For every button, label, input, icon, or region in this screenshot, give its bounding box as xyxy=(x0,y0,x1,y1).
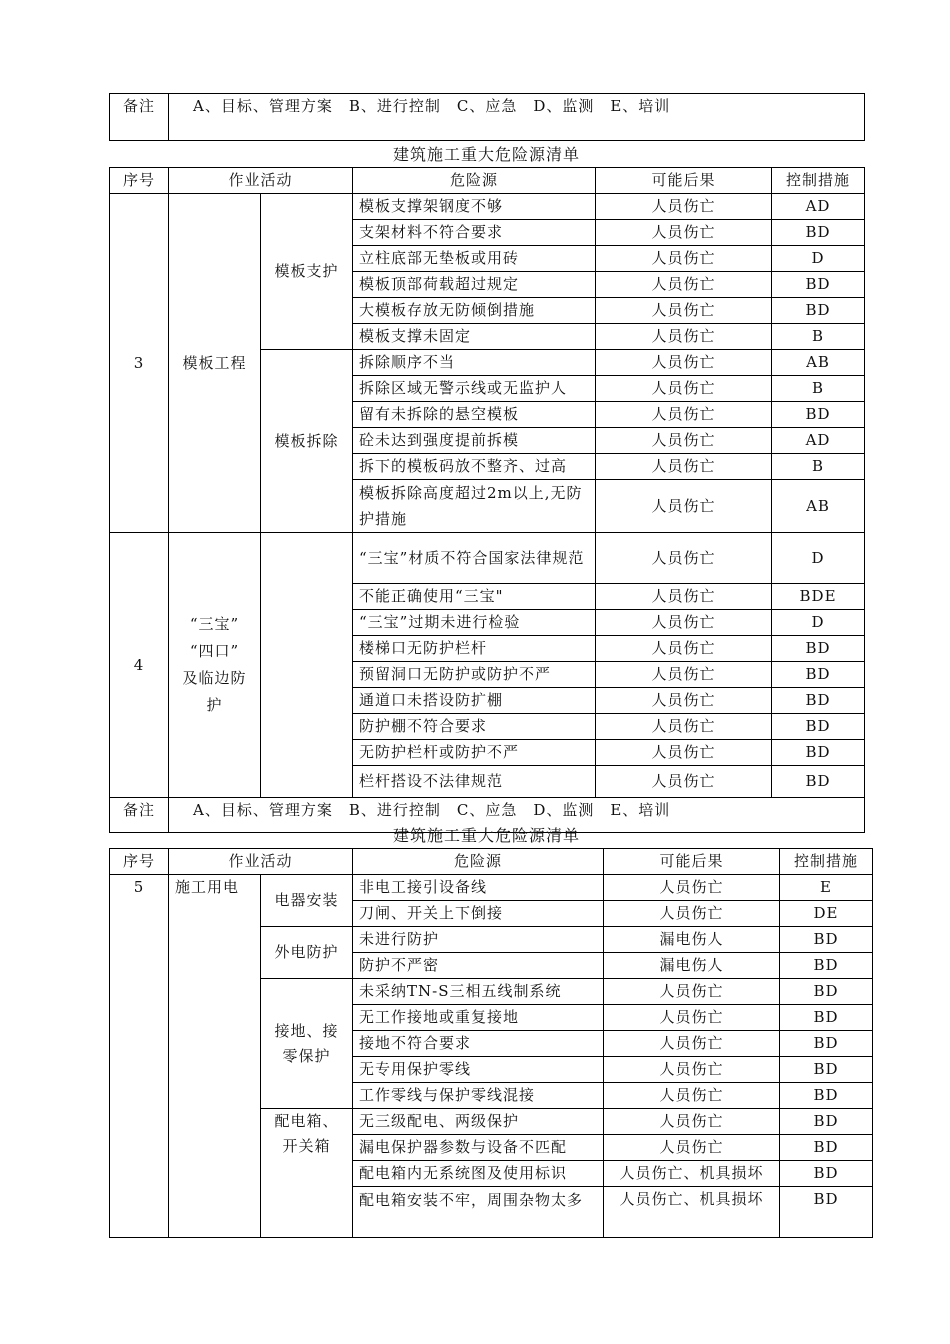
hazard-cell: 无工作接地或重复接地 xyxy=(353,1005,604,1031)
result-cell: 人员伤亡 xyxy=(596,324,772,350)
control-cell: B xyxy=(772,454,865,480)
hazard-cell: 拆下的模板码放不整齐、过高 xyxy=(353,454,596,480)
hazard-cell: 砼未达到强度提前拆模 xyxy=(353,428,596,454)
sub-activity-line: 配电箱、 xyxy=(274,1112,339,1130)
hazard-cell: 栏杆搭设不法律规范 xyxy=(353,766,596,798)
result-cell: 人员伤亡、机具损坏 xyxy=(604,1187,780,1238)
header-row xyxy=(110,849,873,875)
table-row xyxy=(110,875,873,901)
result-cell: 人员伤亡 xyxy=(596,272,772,298)
result-cell: 人员伤亡 xyxy=(596,428,772,454)
hazard-cell: 无三级配电、两级保护 xyxy=(353,1109,604,1135)
hazard-cell: 非电工接引设备线 xyxy=(353,875,604,901)
header-activity: 作业活动 xyxy=(169,849,353,875)
table-row xyxy=(110,194,865,220)
activity-line: “三宝” xyxy=(189,615,240,633)
note-table-top xyxy=(109,93,865,141)
result-cell: 人员伤亡 xyxy=(596,194,772,220)
result-cell: 人员伤亡 xyxy=(596,350,772,376)
hazard-cell: 模板拆除高度超过2m以上,无防护措施 xyxy=(353,480,596,533)
sub-activity-line: 开关箱 xyxy=(282,1137,331,1155)
header-control: 控制措施 xyxy=(780,849,873,875)
control-cell: BD xyxy=(780,953,873,979)
hazard-cell: 接地不符合要求 xyxy=(353,1031,604,1057)
sub-activity-cell: 外电防护 xyxy=(261,927,353,979)
hazard-cell: 漏电保护器参数与设备不匹配 xyxy=(353,1135,604,1161)
hazard-cell: 楼梯口无防护栏杆 xyxy=(353,636,596,662)
control-cell: BD xyxy=(772,272,865,298)
control-cell: BD xyxy=(780,927,873,953)
control-cell: AD xyxy=(772,194,865,220)
result-cell: 人员伤亡 xyxy=(596,662,772,688)
hazard-cell: 拆除区域无警示线或无监护人 xyxy=(353,376,596,402)
table-title-1: 建筑施工重大危险源清单 xyxy=(392,145,580,164)
hazard-cell: 模板支撑架钢度不够 xyxy=(353,194,596,220)
control-cell: B xyxy=(772,376,865,402)
row-no: 3 xyxy=(110,194,169,533)
sub-activity-cell xyxy=(261,533,353,798)
result-cell: 人员伤亡 xyxy=(596,533,772,584)
sub-activity-cell xyxy=(261,1109,353,1238)
control-cell: BD xyxy=(780,1083,873,1109)
result-cell: 人员伤亡 xyxy=(604,1005,780,1031)
result-cell: 人员伤亡 xyxy=(596,298,772,324)
hazard-cell: 支架材料不符合要求 xyxy=(353,220,596,246)
control-cell: D xyxy=(772,533,865,584)
control-cell: BD xyxy=(780,1057,873,1083)
activity-line: 护 xyxy=(206,696,223,714)
result-cell: 人员伤亡 xyxy=(596,220,772,246)
result-cell: 人员伤亡 xyxy=(604,979,780,1005)
control-cell: AB xyxy=(772,480,865,533)
hazard-cell: 刀闸、开关上下倒接 xyxy=(353,901,604,927)
control-cell: BD xyxy=(780,1135,873,1161)
control-cell: D xyxy=(772,610,865,636)
control-cell: BD xyxy=(772,402,865,428)
result-cell: 人员伤亡 xyxy=(604,1109,780,1135)
header-activity: 作业活动 xyxy=(169,168,353,194)
hazard-cell: 未进行防护 xyxy=(353,927,604,953)
hazard-cell: 拆除顺序不当 xyxy=(353,350,596,376)
control-cell: BD xyxy=(772,636,865,662)
control-cell: BD xyxy=(772,766,865,798)
result-cell: 人员伤亡 xyxy=(596,740,772,766)
activity-cell: 模板工程 xyxy=(169,194,261,533)
hazard-cell: 防护棚不符合要求 xyxy=(353,714,596,740)
hazard-cell: 模板支撑未固定 xyxy=(353,324,596,350)
sub-activity-line: 接地、接 xyxy=(274,1021,339,1040)
control-cell: BD xyxy=(780,1031,873,1057)
result-cell: 人员伤亡 xyxy=(604,1135,780,1161)
row-no: 5 xyxy=(110,875,169,1238)
result-cell: 人员伤亡、机具损坏 xyxy=(604,1161,780,1187)
hazard-cell: 未采纳TN-S三相五线制系统 xyxy=(353,979,604,1005)
activity-cell: 施工用电 xyxy=(169,875,261,1238)
control-cell: E xyxy=(780,875,873,901)
note-label: 备注 xyxy=(110,798,169,833)
result-cell: 人员伤亡 xyxy=(596,246,772,272)
sub-activity-cell: 模板拆除 xyxy=(261,350,353,533)
hazard-cell: “三宝”材质不符合国家法律规范 xyxy=(353,533,596,584)
hazard-cell: 留有未拆除的悬空模板 xyxy=(353,402,596,428)
hazard-cell: “三宝”过期未进行检验 xyxy=(353,610,596,636)
note-label: 备注 xyxy=(110,94,169,141)
note-text: A、目标、管理方案 B、进行控制 C、应急 D、监测 E、培训 xyxy=(169,94,865,141)
sub-activity-cell xyxy=(261,979,353,1109)
result-cell: 人员伤亡 xyxy=(596,688,772,714)
result-cell: 人员伤亡 xyxy=(596,584,772,610)
hazard-table-2 xyxy=(109,848,873,1238)
result-cell: 人员伤亡 xyxy=(604,1057,780,1083)
hazard-table-1 xyxy=(109,167,865,833)
result-cell: 人员伤亡 xyxy=(604,875,780,901)
header-row xyxy=(110,168,865,194)
header-no: 序号 xyxy=(110,849,169,875)
control-cell: BD xyxy=(772,740,865,766)
control-cell: AB xyxy=(772,350,865,376)
row-no: 4 xyxy=(110,533,169,798)
hazard-cell: 预留洞口无防护或防护不严 xyxy=(353,662,596,688)
hazard-cell: 大模板存放无防倾倒措施 xyxy=(353,298,596,324)
activity-line: 及临边防 xyxy=(182,669,247,687)
hazard-cell: 立柱底部无垫板或用砖 xyxy=(353,246,596,272)
result-cell: 人员伤亡 xyxy=(596,480,772,533)
sub-activity-line: 零保护 xyxy=(282,1046,331,1065)
table-row xyxy=(110,533,865,584)
hazard-cell: 无专用保护零线 xyxy=(353,1057,604,1083)
control-cell: BD xyxy=(780,979,873,1005)
control-cell: DE xyxy=(780,901,873,927)
hazard-cell: 无防护栏杆或防护不严 xyxy=(353,740,596,766)
control-cell: BDE xyxy=(772,584,865,610)
result-cell: 人员伤亡 xyxy=(604,901,780,927)
header-hazard: 危险源 xyxy=(353,168,596,194)
control-cell: BD xyxy=(772,298,865,324)
sub-activity-cell: 模板支护 xyxy=(261,194,353,350)
hazard-cell: 工作零线与保护零线混接 xyxy=(353,1083,604,1109)
control-cell: BD xyxy=(780,1109,873,1135)
result-cell: 人员伤亡 xyxy=(604,1083,780,1109)
header-control: 控制措施 xyxy=(772,168,865,194)
hazard-cell: 通道口未搭设防扩棚 xyxy=(353,688,596,714)
control-cell: BD xyxy=(780,1161,873,1187)
result-cell: 人员伤亡 xyxy=(596,402,772,428)
control-cell: B xyxy=(772,324,865,350)
control-cell: BD xyxy=(772,714,865,740)
hazard-cell: 配电箱安装不牢，周围杂物太多 xyxy=(353,1187,604,1238)
header-result: 可能后果 xyxy=(604,849,780,875)
sub-activity-cell: 电器安装 xyxy=(261,875,353,927)
header-no: 序号 xyxy=(110,168,169,194)
result-cell: 漏电伤人 xyxy=(604,927,780,953)
control-cell: BD xyxy=(780,1187,873,1238)
hazard-cell: 配电箱内无系统图及使用标识 xyxy=(353,1161,604,1187)
control-cell: AD xyxy=(772,428,865,454)
control-cell: BD xyxy=(772,688,865,714)
header-hazard: 危险源 xyxy=(353,849,604,875)
result-cell: 人员伤亡 xyxy=(596,766,772,798)
result-cell: 人员伤亡 xyxy=(604,1031,780,1057)
control-cell: BD xyxy=(772,662,865,688)
activity-cell xyxy=(169,533,261,798)
hazard-cell: 不能正确使用“三宝" xyxy=(353,584,596,610)
note-text: A、目标、管理方案 B、进行控制 C、应急 D、监测 E、培训 xyxy=(169,798,865,833)
result-cell: 人员伤亡 xyxy=(596,610,772,636)
result-cell: 漏电伤人 xyxy=(604,953,780,979)
control-cell: D xyxy=(772,246,865,272)
hazard-cell: 防护不严密 xyxy=(353,953,604,979)
table-title-2: 建筑施工重大危险源清单 xyxy=(392,826,580,845)
activity-line: “四口” xyxy=(189,642,240,660)
control-cell: BD xyxy=(780,1005,873,1031)
control-cell: BD xyxy=(772,220,865,246)
result-cell: 人员伤亡 xyxy=(596,376,772,402)
hazard-cell: 模板顶部荷载超过规定 xyxy=(353,272,596,298)
result-cell: 人员伤亡 xyxy=(596,636,772,662)
result-cell: 人员伤亡 xyxy=(596,454,772,480)
result-cell: 人员伤亡 xyxy=(596,714,772,740)
header-result: 可能后果 xyxy=(596,168,772,194)
